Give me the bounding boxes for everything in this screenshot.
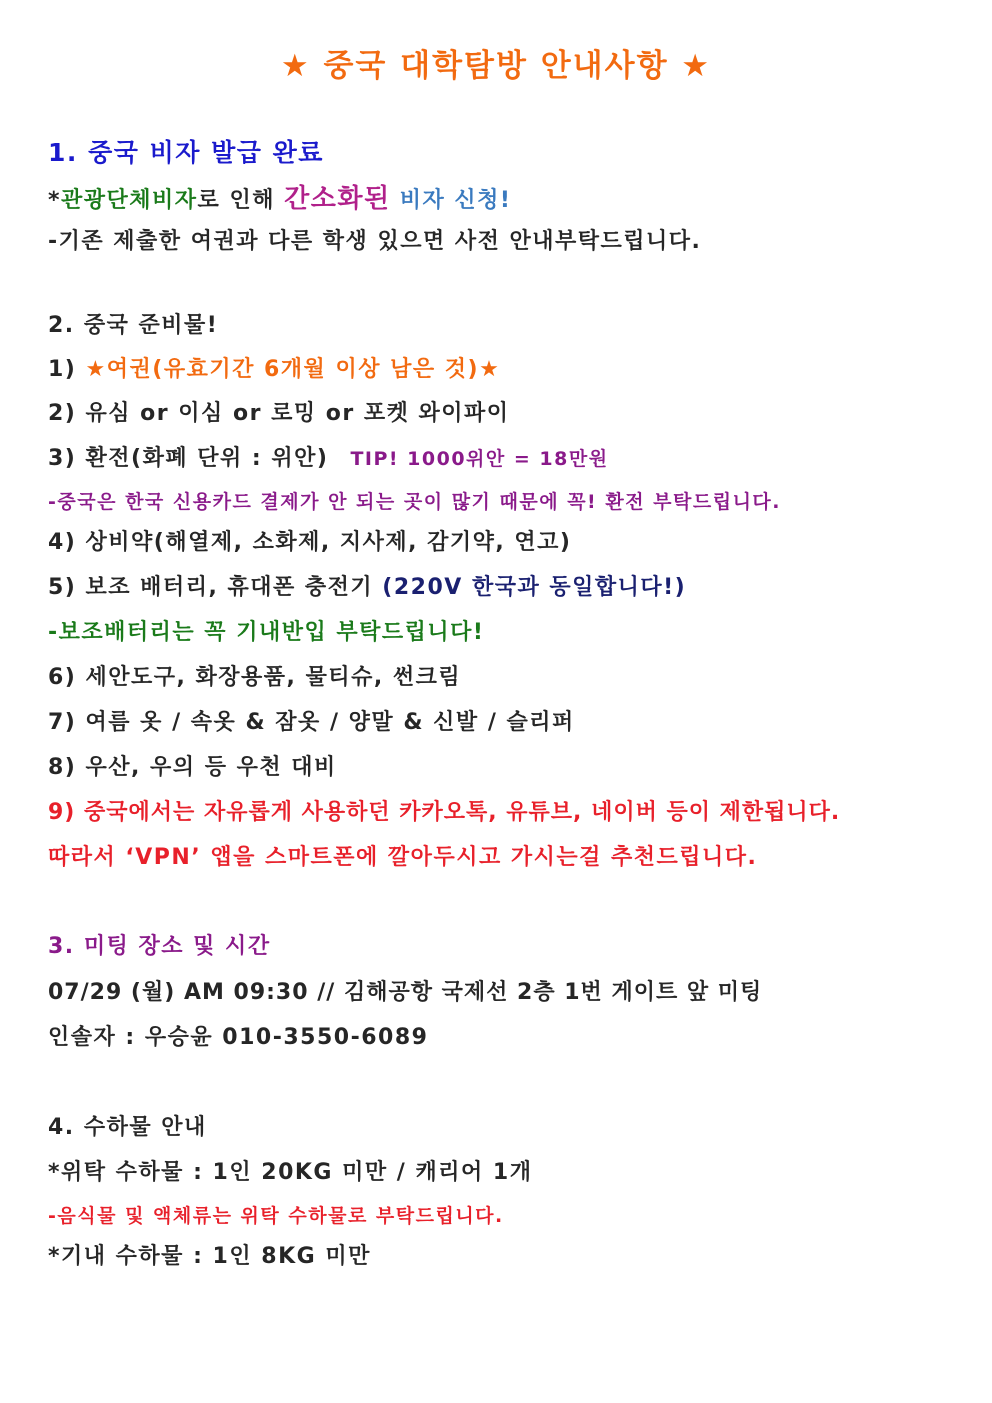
- item-9: 9) 중국에서는 자유롭게 사용하던 카카오톡, 유튜브, 네이버 등이 제한됩니다.: [48, 800, 841, 825]
- checked-baggage: *위탁 수하물 : 1인 20KG 미만 / 캐리어 1개: [48, 1160, 533, 1185]
- section1-heading: 1. 중국 비자 발급 완료: [48, 138, 324, 167]
- item-4: 4) 상비약(해열제, 소화제, 지사제, 감기약, 연고): [48, 530, 572, 555]
- item-1-text: ★여권(유효기간 6개월 이상 남은 것)★: [85, 357, 501, 382]
- vpn-note: 따라서 ‘VPN’ 앱을 스마트폰에 깔아두시고 가시는걸 추천드립니다.: [48, 845, 758, 870]
- carry-on-baggage: *기내 수하물 : 1인 8KG 미만: [48, 1244, 371, 1269]
- section4-heading: 4. 수하물 안내: [48, 1115, 207, 1140]
- item-2: 2) 유심 or 이심 or 로밍 or 포켓 와이파이: [48, 401, 510, 426]
- item-5: [48, 573, 686, 603]
- item-3-text: 3) 환전(화폐 단위 : 위안): [48, 446, 329, 471]
- item-1: [48, 355, 500, 385]
- item-5-text: 5) 보조 배터리, 휴대폰 충전기: [48, 575, 383, 600]
- visa-mid: 로 인해: [197, 188, 285, 213]
- item-7: 7) 여름 옷 / 속옷 & 잠옷 / 양말 & 신발 / 슬리퍼: [48, 710, 575, 735]
- checked-baggage-note: -음식물 및 액체류는 위탁 수하물로 부탁드립니다.: [48, 1205, 504, 1227]
- passport-note: -기존 제출한 여권과 다른 학생 있으면 사전 안내부탁드립니다.: [48, 229, 702, 254]
- item-8: 8) 우산, 우의 등 우천 대비: [48, 755, 337, 780]
- item-5-note: (220V 한국과 동일합니다!): [382, 575, 687, 600]
- item-1-num: 1): [48, 357, 86, 382]
- item-3-tip: TIP! 1000위안 = 18만원: [350, 448, 609, 470]
- visa-line: [48, 184, 511, 216]
- visa-type: 관광단체비자: [61, 188, 198, 213]
- visa-prefix: *: [48, 188, 62, 213]
- item-6: 6) 세안도구, 화장용품, 물티슈, 썬크림: [48, 665, 462, 690]
- section2-heading: 2. 중국 준비물!: [48, 313, 219, 338]
- leader-contact: 인솔자 : 우승윤 010-3550-6089: [48, 1025, 429, 1050]
- visa-emph: 간소화된: [284, 184, 391, 214]
- meeting-time: 07/29 (월) AM 09:30 // 김해공항 국제선 2층 1번 게이트 앞 미팅: [48, 980, 763, 1005]
- item-3: [48, 444, 609, 474]
- visa-tail: 비자 신청!: [390, 188, 512, 213]
- section3-heading: 3. 미팅 장소 및 시간: [48, 934, 271, 959]
- battery-note: -보조배터리는 꼭 기내반입 부탁드립니다!: [48, 620, 485, 645]
- exchange-note: -중국은 한국 신용카드 결제가 안 되는 곳이 많기 때문에 꼭! 환전 부탁드립니다.: [48, 491, 782, 513]
- page-title: ★ 중국 대학탐방 안내사항 ★: [280, 48, 712, 84]
